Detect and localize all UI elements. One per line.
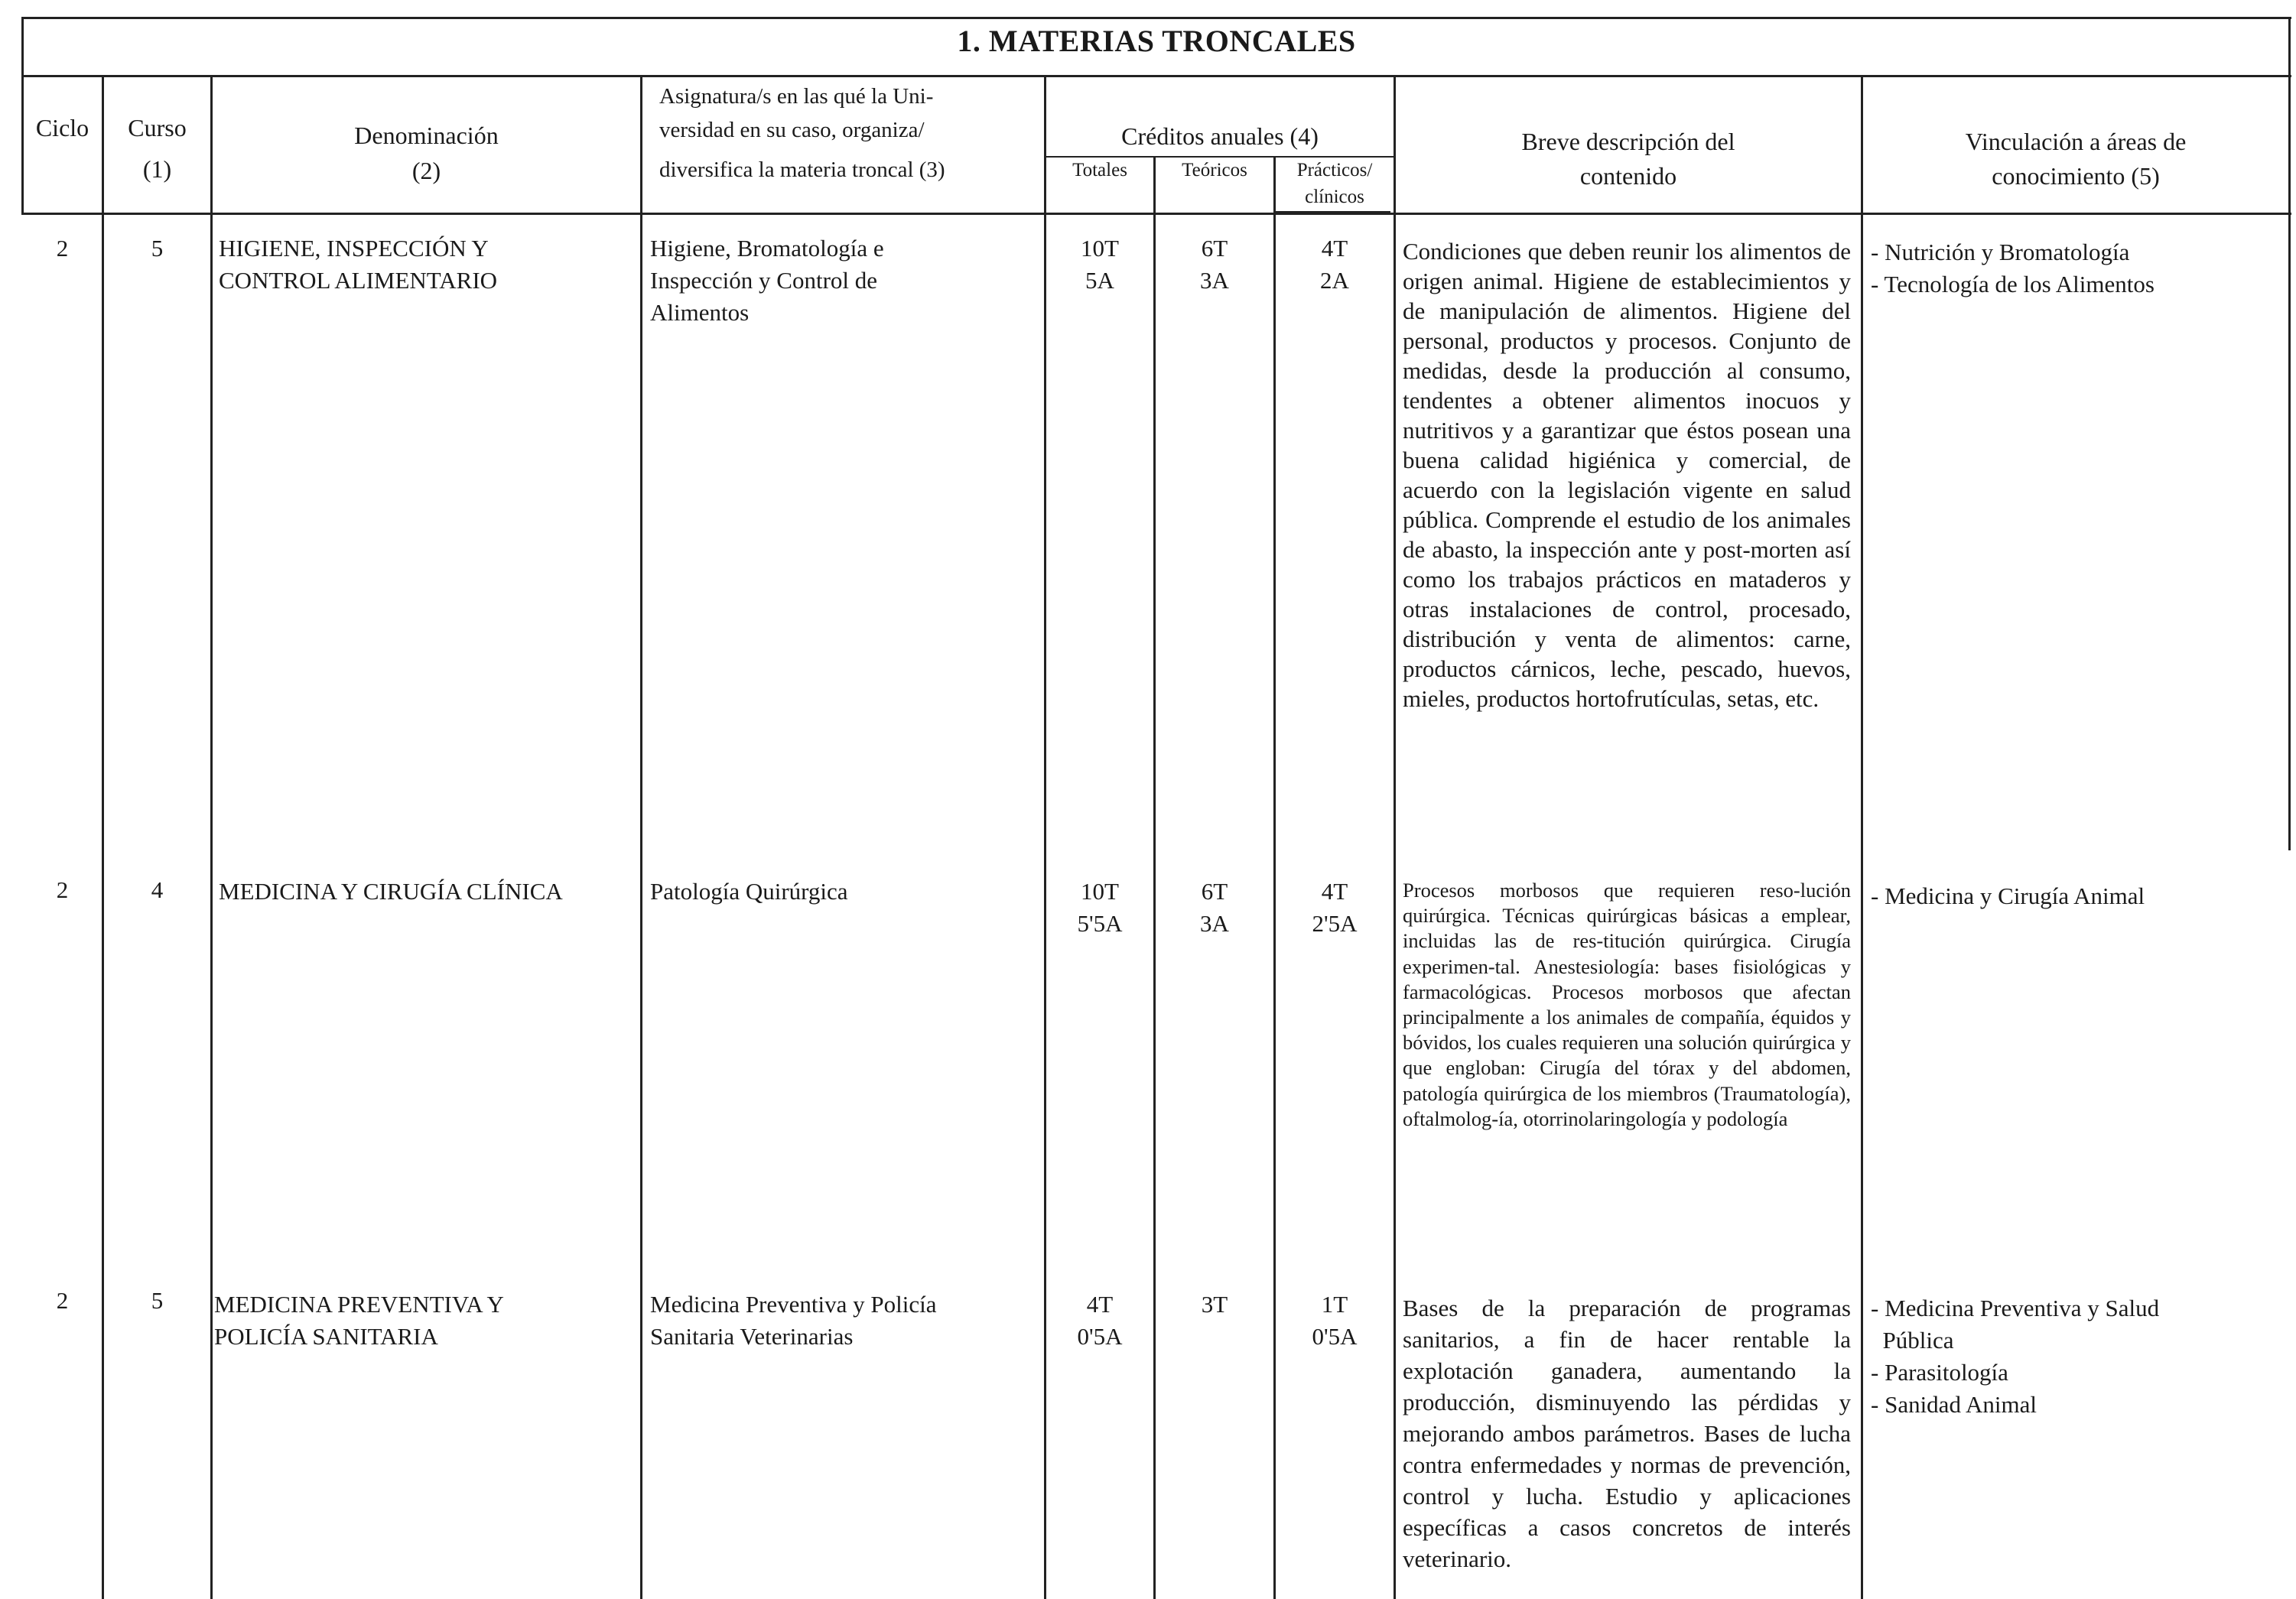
row2-areas: - Medicina y Cirugía Animal — [1871, 882, 2145, 909]
header-creditos: Créditos anuales (4) — [1121, 122, 1319, 150]
row2-teoricos: 6T 3A — [1200, 878, 1229, 937]
row3-descripcion: Bases de la preparación de programas sanitarios, a fin de hacer rentable la explotación ganadera, aumentando la producción, disminuyendo las pérdidas y mejorando ambos parámetros. Bases de lucha contra enfermedades y normas de prevención, control y lucha. Estudio y aplicaciones específicas a casos concretos de interés veterinario. — [1403, 1295, 1851, 1572]
header-descripcion-line2: contenido — [1579, 162, 1677, 190]
header-descripcion-line1: Breve descripción del — [1521, 128, 1735, 155]
row1-practicos: 4T 2A — [1320, 235, 1349, 294]
header-bottom-rule — [21, 213, 2291, 215]
row2-descripcion: Procesos morbosos que requieren reso-lución quirúrgica. Técnicas quirúrgicas básicas a emplear, incluidas las de res-titución quirúrgica. Cirugía experimen-tal. Anestesiología: bases fisiológicas y farmacológicas. Procesos morbosos que afectan principalmente a los animales de compañía, équidos y bóvidos, los cuales requieren una solución quirúrgica y que engloban: Cirugía del tórax y del abdomen, patología quirúrgica de los miembros (Traumatología), oftalmolog-ía, otorrinolaringología y podología — [1403, 879, 1851, 1130]
row3-totales: 4T 0'5A — [1077, 1291, 1123, 1350]
header-denominacion: Denominación — [354, 122, 499, 149]
header-vinculacion-line2: conocimiento (5) — [1992, 162, 2160, 190]
row1-totales: 10T 5A — [1081, 235, 1119, 294]
header-curso-note: (1) — [142, 155, 172, 183]
col-rule-ciclo — [102, 75, 104, 1599]
row2-denominacion: MEDICINA Y CIRUGÍA CLÍNICA — [219, 878, 563, 905]
row1-curso: 5 — [151, 235, 164, 262]
row3-asignatura: Medicina Preventiva y Policía Sanitaria Veterinarias — [650, 1291, 937, 1350]
row3-areas: - Medicina Preventiva y Salud Pública - Parasitología - Sanidad Animal — [1871, 1295, 2160, 1418]
header-asignatura-line1: Asignatura/s en las qué la Uni- — [659, 84, 934, 109]
table-top-border — [21, 17, 2291, 19]
row1-asignatura: Higiene, Bromatología e Inspección y Control de Alimentos — [650, 235, 884, 326]
row1-areas: - Nutrición y Bromatología - Tecnología de los Alimentos — [1871, 239, 2155, 297]
row3-curso: 5 — [151, 1287, 164, 1314]
row1-descripcion: Condiciones que deben reunir los alimentos de origen animal. Higiene de establecimientos y de manipulación de alimentos. Higiene del personal, productos y procesos. Conjunto de medidas, desde la producción al consumo, tendentes a obtener alimentos inocuos y nutritivos y a garantizar que éstos posean una buena calidad higiénica y comercial, de acuerdo con la legislación vigente en salud pública. Comprende el estudio de los animales de abasto, la inspección ante y post-morten así como los trabajos prácticos en mataderos y otras instalaciones de control, procesado, distribución y venta de alimentos: carne, productos cárnicos, leche, pescado, huevos, mieles, productos hortofrutículas, setas, etc. — [1403, 238, 1851, 712]
row3-teoricos: 3T — [1201, 1291, 1228, 1318]
header-totales: Totales — [1072, 160, 1127, 180]
section-title: 1. MATERIAS TRONCALES — [957, 24, 1356, 58]
header-practicos-line1: Prácticos/ — [1296, 160, 1373, 180]
col-rule-curso — [210, 75, 213, 1599]
row3-denominacion: MEDICINA PREVENTIVA Y POLICÍA SANITARIA — [214, 1291, 504, 1350]
header-ciclo: Ciclo — [35, 114, 89, 141]
practicos-underline — [1276, 211, 1390, 213]
row3-ciclo: 2 — [56, 1287, 69, 1314]
row2-curso: 4 — [151, 876, 164, 903]
row1-denominacion: HIGIENE, INSPECCIÓN Y CONTROL ALIMENTARIO — [219, 235, 498, 294]
row1-ciclo: 2 — [56, 235, 69, 262]
header-asignatura-line2: versidad en su caso, organiza/ — [659, 118, 925, 142]
creditos-sub-rule — [1046, 156, 1395, 158]
header-practicos-line2: clínicos — [1305, 187, 1364, 207]
border-right — [2288, 17, 2291, 850]
row3-practicos: 1T 0'5A — [1312, 1291, 1358, 1350]
header-denominacion-note: (2) — [411, 157, 441, 184]
header-curso: Curso — [128, 114, 187, 141]
col-rule-asignatura — [1044, 75, 1046, 1599]
row2-totales: 10T 5'5A — [1077, 878, 1123, 937]
header-teoricos: Teóricos — [1182, 160, 1247, 180]
col-rule-denominacion — [640, 75, 642, 1599]
header-asignatura-line3: diversifica la materia troncal (3) — [659, 158, 945, 182]
row2-practicos: 4T 2'5A — [1312, 878, 1358, 937]
header-vinculacion-line1: Vinculación a áreas de — [1965, 128, 2187, 155]
col-rule-descripcion — [1861, 75, 1863, 1599]
row2-ciclo: 2 — [56, 876, 69, 903]
row2-asignatura: Patología Quirúrgica — [650, 878, 848, 905]
col-rule-creditos — [1394, 75, 1396, 1599]
row1-teoricos: 6T 3A — [1200, 235, 1229, 294]
title-bottom-rule — [21, 75, 2291, 77]
